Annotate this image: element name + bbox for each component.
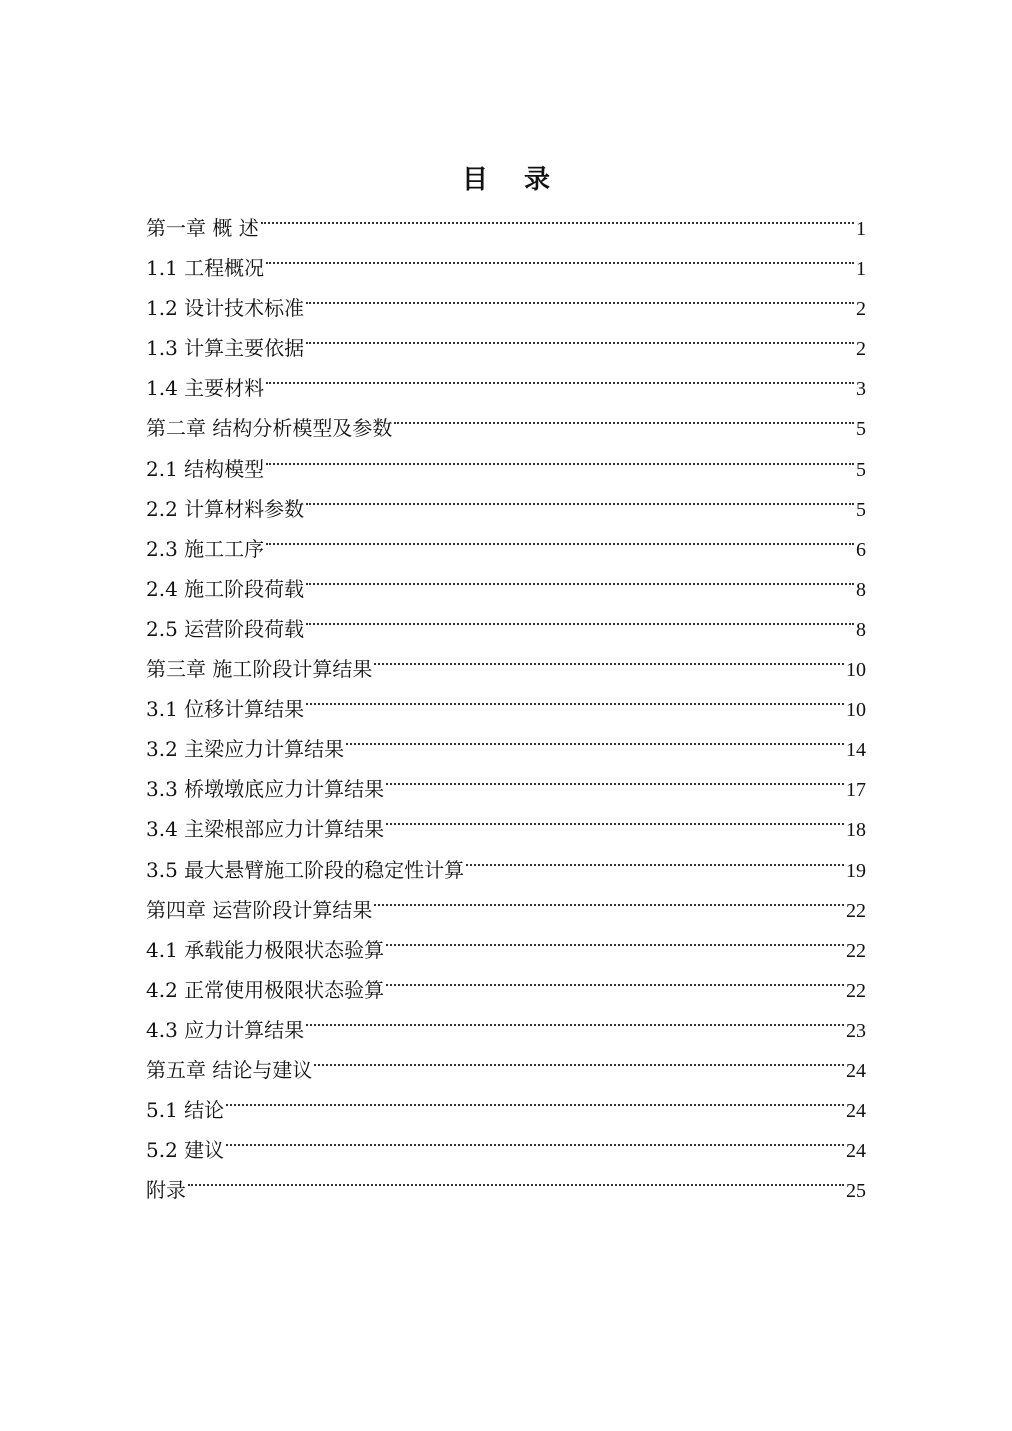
toc-entry-label: 2.4 施工阶段荷载 <box>146 576 305 601</box>
toc-entry-label: 2.1 结构模型 <box>146 456 265 481</box>
toc-entry-label: 1.4 主要材料 <box>146 376 265 401</box>
toc-entry-label: 附录 <box>146 1178 186 1203</box>
toc-entry-label: 第四章 运营阶段计算结果 <box>146 897 373 922</box>
toc-page-number: 22 <box>846 939 866 962</box>
dot-leader <box>304 476 856 516</box>
dot-leader <box>304 556 856 596</box>
page-title <box>0 162 1012 198</box>
toc-page-number: 8 <box>856 578 866 601</box>
toc-page-number: 5 <box>856 418 866 441</box>
dot-leader <box>264 235 856 275</box>
toc-entry-label: 第三章 施工阶段计算结果 <box>146 657 373 682</box>
toc-page-number: 23 <box>846 1019 866 1042</box>
dot-leader <box>259 195 856 235</box>
toc-entry-label: 第一章 概 述 <box>146 216 259 240</box>
toc-page-number: 10 <box>846 699 866 722</box>
dot-leader <box>186 1157 846 1197</box>
dot-leader <box>384 756 846 796</box>
toc-entry-label: 第五章 结论与建议 <box>146 1057 313 1082</box>
toc-page-number: 22 <box>846 899 866 922</box>
dot-leader <box>304 997 846 1037</box>
toc-entry-label: 3.1 位移计算结果 <box>146 697 305 722</box>
toc-page-number: 24 <box>846 1059 866 1082</box>
toc-page-number: 10 <box>846 659 866 682</box>
dot-leader <box>264 516 856 556</box>
toc-entry-label: 5.2 建议 <box>146 1138 225 1163</box>
dot-leader <box>304 315 856 355</box>
toc-page-number: 24 <box>846 1100 866 1123</box>
dot-leader <box>264 355 856 395</box>
dot-leader <box>392 395 856 435</box>
toc-page-number: 8 <box>856 618 866 641</box>
dot-leader <box>344 716 846 756</box>
toc-page-number: 18 <box>846 819 866 842</box>
title-char-left: 目 <box>461 165 488 195</box>
toc-page-number: 1 <box>856 218 866 240</box>
dot-leader <box>372 877 846 917</box>
toc-entry-label: 4.2 正常使用极限状态验算 <box>146 977 385 1002</box>
toc-entry-label: 1.3 计算主要依据 <box>146 336 305 361</box>
toc-entry-label: 4.3 应力计算结果 <box>146 1017 305 1042</box>
toc-entry[interactable] <box>146 1117 866 1163</box>
toc-page-number: 1 <box>856 258 866 281</box>
dot-leader <box>304 596 856 636</box>
toc-entry-label: 3.4 主梁根部应力计算结果 <box>146 817 385 842</box>
dot-leader <box>384 957 846 997</box>
toc-page-number: 2 <box>856 298 866 321</box>
toc-page-number: 5 <box>856 458 866 481</box>
toc-page-number: 22 <box>846 979 866 1002</box>
toc-entry-label: 2.3 施工工序 <box>146 536 265 561</box>
toc-page-number: 17 <box>846 779 866 802</box>
toc-entry-label: 4.1 承载能力极限状态验算 <box>146 937 385 962</box>
toc-page-number: 24 <box>846 1140 866 1163</box>
dot-leader <box>304 676 846 716</box>
toc-page-number: 6 <box>856 538 866 561</box>
toc-entry[interactable] <box>146 195 866 240</box>
toc-entry-label: 3.5 最大悬臂施工阶段的稳定性计算 <box>146 857 465 882</box>
toc-entry-label: 5.1 结论 <box>146 1098 225 1123</box>
toc-page-number: 3 <box>856 378 866 401</box>
title-char-right: 录 <box>524 165 551 195</box>
toc-page-number: 19 <box>846 859 866 882</box>
toc-entry-label: 第二章 结构分析模型及参数 <box>146 416 393 441</box>
toc-entry-label: 2.2 计算材料参数 <box>146 496 305 521</box>
dot-leader <box>384 796 846 836</box>
toc-entry-label: 2.5 运营阶段荷载 <box>146 616 305 641</box>
toc-entry[interactable] <box>146 1157 866 1203</box>
toc-page-number: 2 <box>856 338 866 361</box>
toc-entry[interactable] <box>146 1077 866 1123</box>
toc-entry-label: 3.2 主梁应力计算结果 <box>146 737 345 762</box>
dot-leader <box>384 917 846 957</box>
toc-entry-label: 1.1 工程概况 <box>146 256 265 281</box>
dot-leader <box>264 436 856 476</box>
dot-leader <box>304 275 856 315</box>
dot-leader <box>224 1117 846 1157</box>
dot-leader <box>464 837 846 877</box>
dot-leader <box>312 1037 846 1077</box>
toc-page-number: 25 <box>846 1180 866 1203</box>
toc-entry-label: 3.3 桥墩墩底应力计算结果 <box>146 777 385 802</box>
toc-page-number: 5 <box>856 498 866 521</box>
dot-leader <box>372 636 846 676</box>
table-of-contents <box>146 195 866 1203</box>
toc-entry-label: 1.2 设计技术标准 <box>146 296 305 321</box>
toc-page-number: 14 <box>846 739 866 762</box>
dot-leader <box>224 1077 846 1117</box>
